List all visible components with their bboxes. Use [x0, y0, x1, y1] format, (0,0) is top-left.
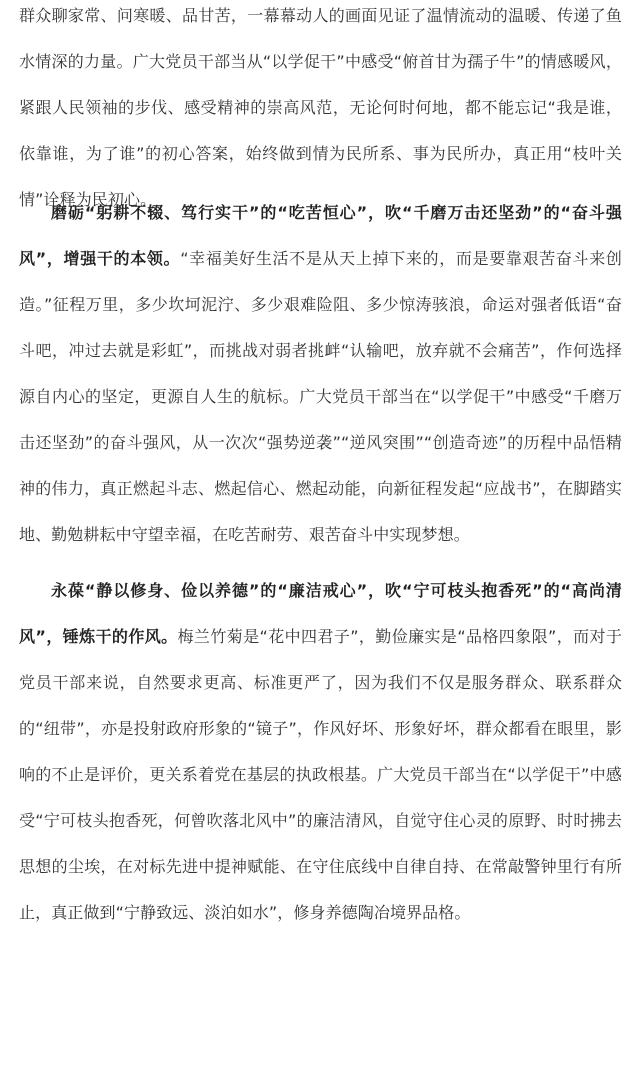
paragraph-3	[19, 568, 622, 936]
paragraph-2-lead: 磨砺“躬耕不辍、笃行实干”的“吃苦恒心”，吹“千磨万击还坚劲”的“奋斗强风”，增强干的本领。	[19, 203, 622, 268]
paragraph-3-body: 梅兰竹菊是“花中四君子”，勤俭廉实是“品格四象限”，而对于党员干部来说，自然要求更高、标准更严了，因为我们不仅是服务群众、联系群众的“纽带”，亦是投射政府形象的“镜子”，作风好坏、形象好坏，群众都看在眼里，影响的不止是评价，更关系着党在基层的执政根基。广大党员干部当在“以学促干”中感受“宁可枝头抱香死，何曾吹落北风中”的廉洁清风，自觉守住心灵的原野、时时拂去思想的尘埃，在对标先进中提神赋能、在守住底线中自律自持、在常敲警钟里行有所止，真正做到“宁静致远、淡泊如水”，修身养德陶冶境界品格。	[19, 627, 622, 922]
paragraph-2	[19, 190, 622, 558]
paragraph-1-body: 群众聊家常、问寒暖、品甘苦，一幕幕动人的画面见证了温情流动的温暖、传递了鱼水情深的力量。广大党员干部当从“以学促干”中感受“俯首甘为孺子牛”的情感暖风，紧跟人民领袖的步伐、感受精神的崇高风范，无论何时何地，都不能忘记“我是谁，依靠谁，为了谁”的初心答案，始终做到情为民所系、事为民所办，真正用“枝叶关情”诠释为民初心。	[19, 6, 622, 209]
paragraph-2-body: “幸福美好生活不是从天上掉下来的，而是要靠艰苦奋斗来创造。”征程万里，多少坎坷泥泞、多少艰难险阻、多少惊涛骇浪，命运对强者低语“奋斗吧，冲过去就是彩虹”，而挑战对弱者挑衅“认输吧，放弃就不会痛苦”，作何选择源自内心的坚定，更源自人生的航标。广大党员干部当在“以学促干”中感受“千磨万击还坚劲”的奋斗强风，从一次次“强势逆袭”“逆风突围”“创造奇迹”的历程中品悟精神的伟力，真正燃起斗志、燃起信心、燃起动能，向新征程发起“应战书”，在脚踏实地、勤勉耕耘中守望幸福，在吃苦耐劳、艰苦奋斗中实现梦想。	[19, 249, 622, 544]
paragraph-3-lead: 永葆“静以修身、俭以养德”的“廉洁戒心”，吹“宁可枝头抱香死”的“高尚清风”，锤炼干的作风。	[19, 581, 622, 646]
